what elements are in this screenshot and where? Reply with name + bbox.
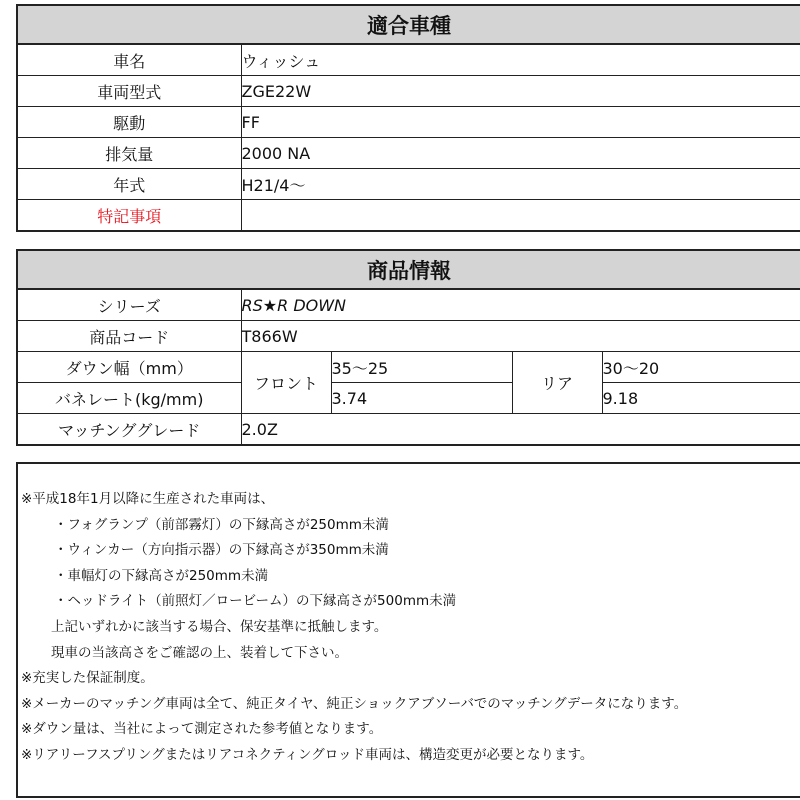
- note-line: ・ウィンカー（方向指示器）の下縁高さが350mm未満: [54, 542, 389, 559]
- note-line: ・車幅灯の下縁高さが250mm未満: [54, 567, 269, 584]
- drive-value: FF: [241, 107, 800, 138]
- matching-grade-value: 2.0Z: [241, 414, 800, 446]
- table-row: [17, 138, 800, 169]
- vehicle-name-value: ウィッシュ: [241, 44, 800, 76]
- special-notes-label: 特記事項: [17, 200, 241, 232]
- product-info-table: [16, 249, 800, 446]
- table-row: [17, 352, 800, 383]
- matching-grade-label: マッチンググレード: [17, 414, 241, 446]
- table-row: [17, 321, 800, 352]
- table-row: [17, 200, 800, 232]
- note-line: ※充実した保証制度。: [21, 670, 154, 687]
- spring-rate-rear-value: 9.18: [602, 383, 800, 414]
- vehicle-compatibility-table: [16, 4, 800, 232]
- year-value: H21/4～: [241, 169, 800, 200]
- model-code-label: 車両型式: [17, 76, 241, 107]
- note-line: ※ダウン量は、当社によって測定された参考値となります。: [21, 721, 383, 738]
- note-line: ※平成18年1月以降に生産された車両は、: [21, 491, 275, 507]
- model-code-value: ZGE22W: [241, 76, 800, 107]
- note-line: ※リアリーフスプリングまたはリアコネクティングロッド車両は、構造変更が必要となります。: [21, 746, 594, 763]
- note-line: 上記いずれかに該当する場合、保安基準に抵触します。: [51, 618, 388, 635]
- down-width-rear-value: 30～20: [602, 352, 800, 383]
- vehicle-name-label: 車名: [17, 44, 241, 76]
- drive-label: 駆動: [17, 107, 241, 138]
- product-table-title: 商品情報: [17, 250, 800, 289]
- table-row: [17, 383, 800, 414]
- displacement-label: 排気量: [17, 138, 241, 169]
- series-value: RS★R DOWN: [241, 289, 800, 321]
- note-line: ・ヘッドライト（前照灯／ロービーム）の下縁高さが500mm未満: [54, 593, 457, 610]
- rear-label: リア: [512, 352, 602, 414]
- spring-rate-front-value: 3.74: [331, 383, 512, 414]
- down-width-label: ダウン幅（mm）: [17, 352, 241, 383]
- table-row: [17, 107, 800, 138]
- table-row: [17, 76, 800, 107]
- table-row: [17, 44, 800, 76]
- front-label: フロント: [241, 352, 331, 414]
- table-row: [17, 414, 800, 446]
- note-line: ※メーカーのマッチング車両は全て、純正タイヤ、純正ショックアブソーバでのマッチングデータになります。: [21, 695, 688, 712]
- product-code-value: T866W: [241, 321, 800, 352]
- down-width-front-value: 35～25: [331, 352, 512, 383]
- product-code-label: 商品コード: [17, 321, 241, 352]
- note-line: 現車の当該高さをご確認の上、装着して下さい。: [51, 644, 348, 661]
- table-row: [17, 169, 800, 200]
- notes-list: [21, 487, 687, 769]
- spring-rate-label: バネレート(kg/mm): [17, 383, 241, 414]
- table-row: [17, 289, 800, 321]
- series-label: シリーズ: [17, 289, 241, 321]
- special-notes-value: [241, 200, 800, 232]
- vehicle-table-title: 適合車種: [17, 5, 800, 44]
- note-line: ・フォグランプ（前部霧灯）の下縁高さが250mm未満: [54, 516, 389, 533]
- displacement-value: 2000 NA: [241, 138, 800, 169]
- year-label: 年式: [17, 169, 241, 200]
- notes-box: [16, 462, 800, 798]
